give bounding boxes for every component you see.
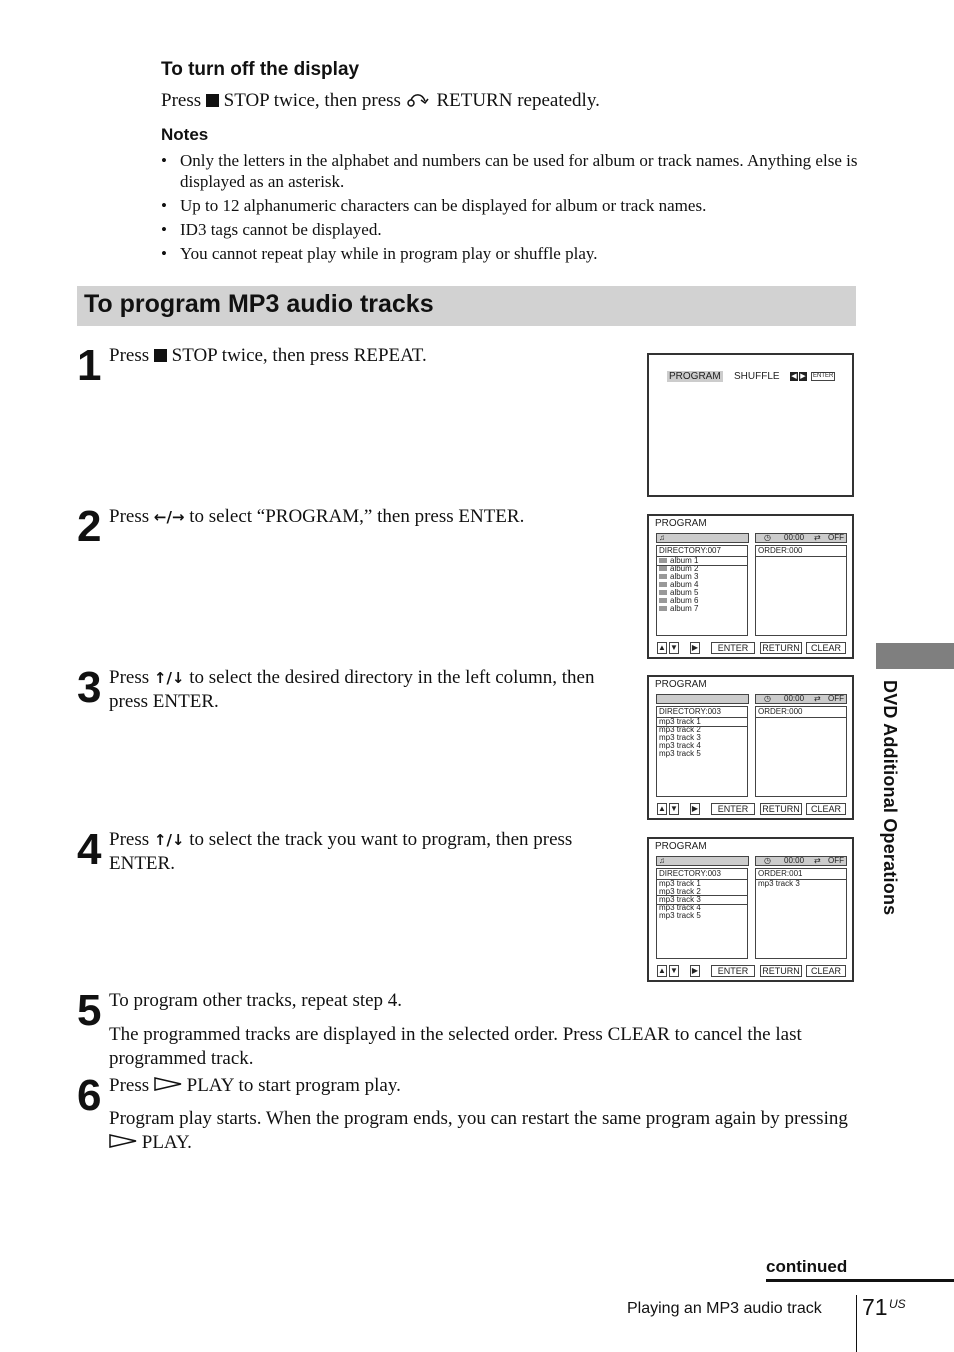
note-item: • Only the letters in the alphabet and numbers can be used for album or track names. Anything else is displayed as an asterisk.: [161, 151, 858, 191]
order-column: [755, 545, 847, 636]
list-item[interactable]: mp3 track 3: [659, 733, 701, 742]
turn-off-return: RETURN repeatedly.: [436, 90, 600, 111]
screen-title: PROGRAM: [655, 518, 707, 529]
order-column: [755, 868, 847, 959]
note-item: • Up to 12 alphanumeric characters can be displayed for album or track names.: [161, 196, 707, 215]
down-arrow-button[interactable]: ▼: [670, 804, 678, 813]
down-arrow-button[interactable]: ▼: [670, 966, 678, 975]
return-button[interactable]: RETURN: [760, 642, 802, 654]
shuffle-option[interactable]: SHUFFLE: [734, 371, 780, 382]
folder-icon: [659, 590, 667, 595]
status-bar: [755, 533, 847, 543]
screen-program-order: [647, 837, 854, 982]
repeat-icon: ⇄: [814, 694, 821, 703]
left-arrow-icon: ◀: [791, 373, 797, 380]
track-column: [656, 706, 748, 797]
continued-rule: [766, 1279, 954, 1282]
enter-button[interactable]: ENTER: [711, 803, 755, 815]
status-bar: [755, 694, 847, 704]
folder-icon: [659, 598, 667, 603]
up-arrow-button[interactable]: ▲: [658, 804, 666, 813]
list-item[interactable]: mp3 track 5: [659, 749, 701, 758]
turn-off-text: [161, 89, 600, 113]
enter-button[interactable]: ENTER: [711, 965, 755, 977]
step-2-text: Press ←/→ to select “PROGRAM,” then press ENTER.: [109, 506, 525, 527]
stop-icon: [154, 349, 167, 362]
notes-heading: Notes: [161, 125, 209, 144]
return-button[interactable]: RETURN: [760, 965, 802, 977]
right-arrow-button[interactable]: ▶: [691, 804, 699, 813]
clock-icon: ◷: [764, 856, 771, 865]
directory-header: DIRECTORY:003: [657, 869, 747, 880]
enter-button[interactable]: ENTER: [711, 642, 755, 654]
list-item[interactable]: album 3: [657, 573, 747, 581]
up-down-arrows-icon: ↑/↓: [153, 669, 185, 687]
step-number: 3: [77, 663, 102, 712]
clear-button[interactable]: CLEAR: [806, 965, 846, 977]
list-item[interactable]: album 7: [657, 605, 747, 613]
folder-icon: [659, 606, 667, 611]
turn-off-stop: STOP twice, then press: [223, 90, 401, 111]
list-item[interactable]: mp3 track 3: [657, 896, 747, 904]
up-arrow-button[interactable]: ▲: [658, 643, 666, 652]
step-number: 5: [77, 986, 102, 1035]
play-icon: [109, 1134, 137, 1148]
folder-icon: [659, 574, 667, 579]
enter-button[interactable]: ENTER: [813, 373, 834, 379]
step-6-detail: Program play starts. When the program ends, you can restart the same program again by pressing PLAY.: [109, 1108, 848, 1153]
step-number: 4: [77, 825, 102, 874]
folder-icon: [659, 566, 667, 571]
music-note-icon: ♫: [659, 533, 665, 542]
directory-column: [656, 545, 748, 636]
return-icon: [406, 92, 432, 108]
list-item[interactable]: mp3 track 3: [758, 879, 800, 888]
folder-icon: [659, 582, 667, 587]
directory-header: DIRECTORY:007: [657, 546, 747, 557]
left-right-arrows-icon: ←/→: [153, 508, 185, 526]
repeat-status: OFF: [828, 533, 844, 542]
list-item[interactable]: album 5: [657, 589, 747, 597]
repeat-status: OFF: [828, 694, 844, 703]
step-5-detail: The programmed tracks are displayed in the selected order. Press CLEAR to cancel the last programmed track.: [109, 1024, 802, 1069]
folder-icon: [659, 558, 667, 563]
list-item[interactable]: mp3 track 4: [659, 741, 701, 750]
side-tab-marker: [876, 643, 954, 669]
step-3-text: Press ↑/↓ to select the desired directory in the left column, then press ENTER.: [109, 667, 595, 712]
right-arrow-button[interactable]: ▶: [691, 643, 699, 652]
list-item[interactable]: mp3 track 2: [659, 725, 701, 734]
note-item: • ID3 tags cannot be displayed.: [161, 220, 382, 239]
repeat-icon: ⇄: [814, 856, 821, 865]
step-1-text: Press STOP twice, then press REPEAT.: [109, 345, 427, 366]
list-item[interactable]: album 6: [657, 597, 747, 605]
order-header: ORDER:000: [756, 546, 846, 557]
list-item[interactable]: mp3 track 4: [659, 903, 701, 912]
screen-program-directory: [647, 514, 854, 659]
track-column: [656, 868, 748, 959]
time-display: 00:00: [784, 533, 805, 542]
page-suffix: US: [889, 1297, 906, 1311]
return-button[interactable]: RETURN: [760, 803, 802, 815]
turn-off-press: Press: [161, 90, 202, 111]
note-item: • You cannot repeat play while in program play or shuffle play.: [161, 244, 598, 263]
step-4-text: Press ↑/↓ to select the track you want to program, then press ENTER.: [109, 829, 573, 874]
status-bar: [755, 856, 847, 866]
page-number: 71: [862, 1294, 888, 1320]
clock-icon: ◷: [764, 533, 771, 542]
screen-shuffle-menu: [647, 353, 854, 497]
notes-list: [161, 150, 861, 264]
order-header: ORDER:000: [756, 707, 846, 718]
clear-button[interactable]: CLEAR: [806, 642, 846, 654]
step-number: 1: [77, 341, 102, 390]
list-item[interactable]: album 2: [657, 565, 747, 573]
list-item[interactable]: mp3 track 1: [657, 718, 747, 726]
program-option[interactable]: PROGRAM: [669, 371, 721, 382]
music-bar: [656, 856, 749, 866]
clear-button[interactable]: CLEAR: [806, 803, 846, 815]
music-bar: [656, 694, 749, 704]
screen-title: PROGRAM: [655, 841, 707, 852]
continued-label: continued: [766, 1257, 848, 1276]
order-column: [755, 706, 847, 797]
step-5-text: To program other tracks, repeat step 4.: [109, 990, 403, 1011]
list-item[interactable]: mp3 track 2: [659, 887, 701, 896]
screen-program-tracks: [647, 675, 854, 820]
right-arrow-icon: ▶: [800, 373, 806, 380]
music-note-icon: ♫: [659, 856, 665, 865]
time-display: 00:00: [784, 694, 805, 703]
side-tab-label: DVD Additional Operations: [880, 680, 900, 916]
screen-title: PROGRAM: [655, 679, 707, 690]
section-title: To program MP3 audio tracks: [84, 290, 434, 318]
time-display: 00:00: [784, 856, 805, 865]
list-item[interactable]: album 1: [657, 557, 747, 565]
clock-icon: ◷: [764, 694, 771, 703]
right-arrow-button[interactable]: ▶: [691, 966, 699, 975]
repeat-status: OFF: [828, 856, 844, 865]
list-item[interactable]: album 4: [657, 581, 747, 589]
music-bar: [656, 533, 749, 543]
step-number: 6: [77, 1071, 102, 1120]
footer-section: Playing an MP3 audio track: [627, 1300, 822, 1317]
repeat-icon: ⇄: [814, 533, 821, 542]
up-arrow-button[interactable]: ▲: [658, 966, 666, 975]
turn-off-heading: To turn off the display: [161, 59, 360, 80]
footer-divider: [856, 1295, 857, 1352]
directory-header: DIRECTORY:003: [657, 707, 747, 718]
down-arrow-button[interactable]: ▼: [670, 643, 678, 652]
list-item[interactable]: mp3 track 1: [659, 879, 701, 888]
step-number: 2: [77, 502, 102, 551]
up-down-arrows-icon: ↑/↓: [153, 831, 185, 849]
order-header: ORDER:001: [756, 869, 846, 880]
list-item[interactable]: mp3 track 5: [659, 911, 701, 920]
play-icon: [154, 1077, 182, 1091]
stop-icon: [206, 94, 219, 107]
step-6-text: Press PLAY to start program play.: [109, 1075, 401, 1096]
